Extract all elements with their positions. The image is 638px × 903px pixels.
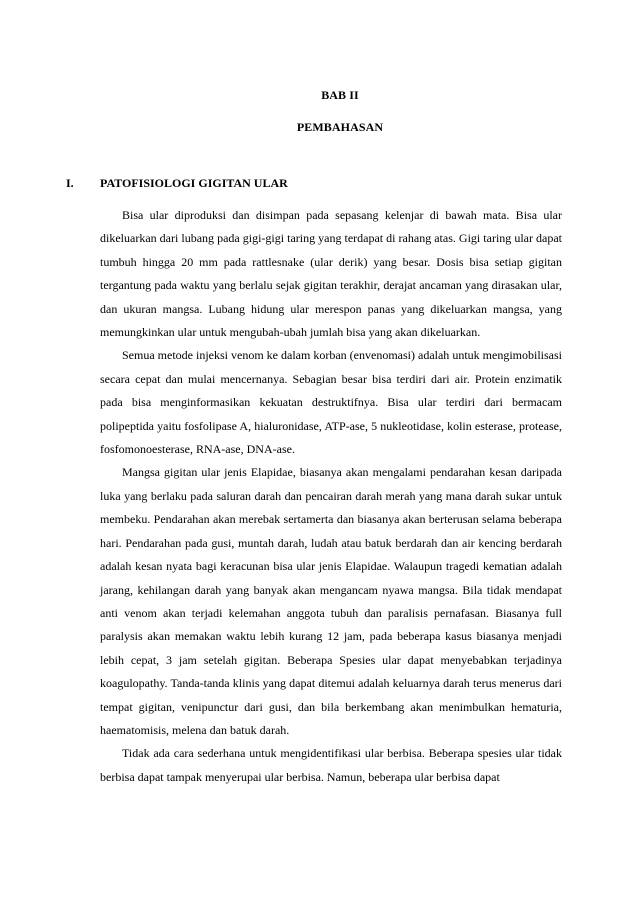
- section-title: PATOFISIOLOGI GIGITAN ULAR: [100, 176, 288, 190]
- chapter-title: PEMBAHASAN: [296, 120, 384, 134]
- paragraph-4: Tidak ada cara sederhana untuk mengidentifikasi ular berbisa. Beberapa spesies ular tidak berbisa dapat tampak menyerupai ular berbisa. Namun, beberapa ular berbisa dapat: [100, 746, 562, 784]
- paragraph-2: Semua metode injeksi venom ke dalam korban (envenomasi) adalah untuk mengimobilisasi secara cepat dan mulai mencernanya. Sebagian besar bisa terdiri dari air. Protein enzimatik pada bisa menginformasikan kekuatan destruktifnya. Bisa ular terdiri dari bermacam polipeptida yaitu fosfolipase A, hialuronidase, ATP-ase, 5 nukleotidase, kolin esterase, protease, fosfomonoesterase, RNA-ase, DNA-ase.: [100, 348, 562, 457]
- chapter-label: BAB II: [321, 88, 359, 102]
- paragraph-3: Mangsa gigitan ular jenis Elapidae, biasanya akan mengalami pendarahan kesan daripada luka yang berlaku pada saluran darah dan pencairan darah merah yang mana darah sukar untuk membeku. Pendarahan akan merebak sertamerta dan biasanya akan berterusan selama beberapa hari. Pendarahan pada gusi, muntah darah, ludah atau batuk berdarah dan air kencing berdarah adalah kesan nyata bagi keracunan bisa ular jenis Elapidae. Walaupun tragedi kematian adalah jarang, kehilangan darah yang banyak akan mengancam nyawa mangsa. Bila tidak mendapat anti venom akan terjadi kelemahan anggota tubuh dan paralisis pernafasan. Biasanya full paralysis akan memakan waktu lebih kurang 12 jam, pada beberapa kasus biasanya menjadi lebih cepat, 3 jam setelah gigitan. Beberapa Spesies ular dapat menyebabkan terjadinya koagulopathy. Tanda-tanda klinis yang dapat ditemui adalah keluarnya darah terus menerus dari tempat gigitan, venipunctur dari gusi, dan bila berkembang akan menimbulkan hematuria, haematomisis, melena dan batuk darah.: [100, 465, 562, 737]
- paragraph-1: Bisa ular diproduksi dan disimpan pada sepasang kelenjar di bawah mata. Bisa ular dikeluarkan dari lubang pada gigi-gigi taring yang terdapat di rahang atas. Gigi taring ular dapat tumbuh hingga 20 mm pada rattlesnake (ular derik) yang besar. Dosis bisa setiap gigitan tergantung pada waktu yang berlalu sejak gigitan terakhir, derajat ancaman yang dirasakan ular, dan ukuran mangsa. Lubang hidung ular merespon panas yang dikeluarkan mangsa, yang memungkinkan ular untuk mengubah-ubah jumlah bisa yang akan dikeluarkan.: [100, 208, 562, 340]
- section-heading: [66, 176, 288, 191]
- body-text: [100, 204, 562, 789]
- section-number: I.: [66, 176, 74, 190]
